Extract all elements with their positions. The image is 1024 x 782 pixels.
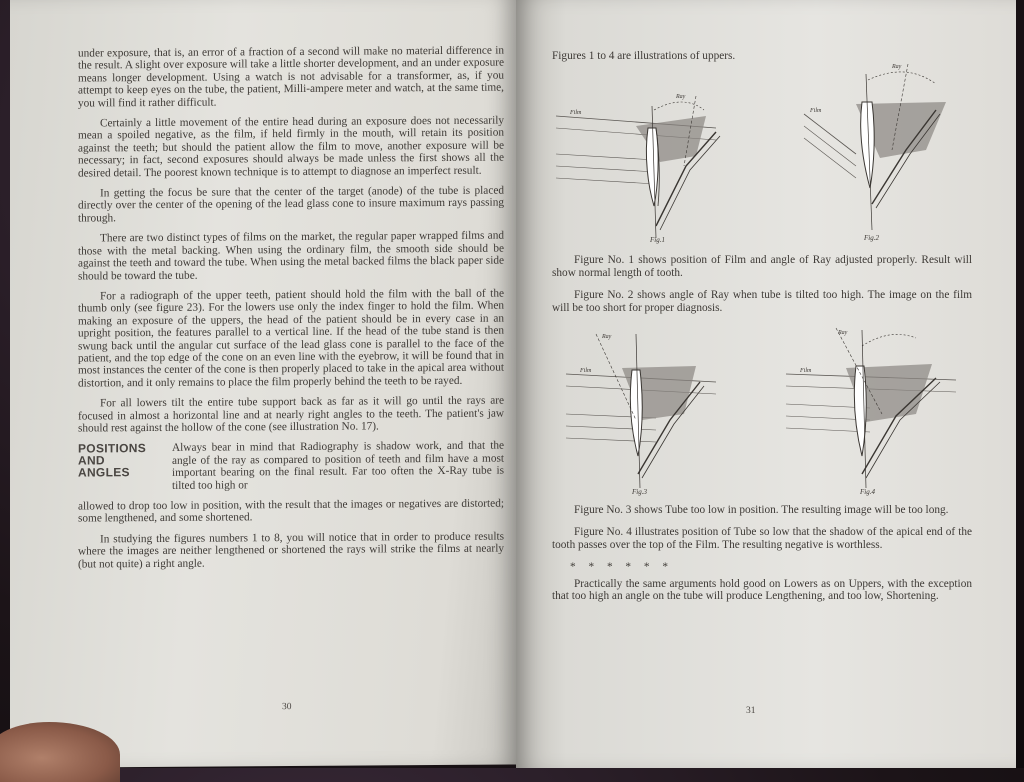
figure-3-label: Fig.3 <box>632 488 647 497</box>
section-heading <box>78 442 164 479</box>
caption-figure-4: Figure No. 4 illustrates position of Tube so low that the shadow of the apical end of the tooth passes over the top of the Film. The resulting negative is worthless. <box>552 526 972 551</box>
figure-3-film-tag: Film <box>580 368 592 375</box>
section-body-text: Always bear in mind that Radiography is shadow work, and that the angle of the ray as compared to position of teeth and film have a most important bearing on the final result. Far too often the X-Ray tube is tilted too high or <box>172 439 504 492</box>
figure-1-film-tag: Film <box>570 110 582 117</box>
figure-4-label: Fig.4 <box>860 488 875 497</box>
figure-1-diagram <box>556 66 746 244</box>
right-page <box>516 0 1016 768</box>
figure-1-label: Fig.1 <box>650 236 665 245</box>
figure-row-2 <box>552 324 972 496</box>
figure-2-film-tag: Film <box>810 108 822 115</box>
paragraph-1: under exposure, that is, an error of a fraction of a second will make no material difference in the result. A slight over exposure will take a little shorter development, and an under exposure means longer development. Using a watch is not advisable for a transformer, as, if you attempt to keep eyes on the tube, the patient, Milli-ampere meter and watch, at the same time, you will find it rather difficult. <box>78 44 504 110</box>
figure-4-ray-tag: Ray <box>838 330 848 337</box>
right-page-text <box>552 50 972 612</box>
paragraph-5: For a radiograph of the upper teeth, patient should hold the film with the ball of the thumb only (see figure 23). For the lowers use only the index finger to hold the film. When making an exposure of the uppers, the head of the patient should be in every case in an upright position, the features parallel to a vertical line. If the head of the tube stand is then swung back until the angular cut surface of the lead glass cone is parallel to the face of the patient, and the top edge of the cone on an even line with the eyebrow, it will be found that in most instances the center of the cone is then properly placed to take in the apical area without distortion, and it only remains to place the film properly behind the teeth to be rayed. <box>78 287 504 390</box>
page-number-left: 30 <box>282 702 292 713</box>
figure-row-1 <box>552 66 972 246</box>
figure-4-diagram <box>786 324 972 496</box>
section-heading-line-1: POSITIONS <box>78 441 147 456</box>
section-divider-stars: * * * * * * <box>570 561 674 574</box>
closing-paragraph-right: Practically the same arguments hold good on Lowers as on Uppers, with the exception that too high an angle on the tube will produce Lengthening, and too low, Shortening. <box>552 577 972 603</box>
figure-3-diagram <box>566 324 746 496</box>
figure-2-diagram <box>796 54 976 244</box>
paragraph-2: Certainly a little movement of the entire head during an exposure does not necessarily mean a spoiled negative, as the film, if held firmly in the mouth, will retain its position against the teeth; but should the patient allow the film to move, another exposure will be necessary; in fact, second exposures should always be made unless the first shows all the desired detail. The poorest known technique is to attempt to diagnose an imperfect result. <box>78 114 504 180</box>
section-heading-line-2: AND <box>78 453 105 468</box>
caption-figure-3: Figure No. 3 shows Tube too low in position. The resulting image will be too long. <box>574 504 949 517</box>
figure-1-ray-tag: Ray <box>676 94 686 101</box>
closing-paragraph: In studying the figures numbers 1 to 8, you will notice that in order to produce results where the images are neither lengthened or shortened the rays will strike the films at nearly (but not quite) a right angle. <box>78 530 504 571</box>
figure-2-label: Fig.2 <box>864 234 879 243</box>
left-page <box>10 0 516 768</box>
figure-3-ray-tag: Ray <box>602 334 612 341</box>
paragraph-4: There are two distinct types of films on the market, the regular paper wrapped films and those with the metal backing. When using the ordinary film, the smooth side should be against the teeth and toward the tube. When using the metal backed films the black paper side should be toward the tube. <box>78 229 504 283</box>
positions-and-angles-section <box>78 440 504 525</box>
left-page-text <box>78 45 504 579</box>
caption-figure-1: Figure No. 1 shows position of Film and angle of Ray adjusted properly. Result will show normal length of tooth. <box>552 254 972 279</box>
figure-4-film-tag: Film <box>800 368 812 375</box>
figure-2-ray-tag: Ray <box>892 64 902 71</box>
figures-intro: Figures 1 to 4 are illustrations of uppers. <box>552 50 736 62</box>
paragraph-6: For all lowers tilt the entire tube support back as far as it will go until the rays are focused in almost a horizontal line and at nearly right angles to the teeth. The patient's jaw should rest against the hollow of the cone (see illustration No. 17). <box>78 394 504 435</box>
paragraph-3: In getting the focus be sure that the center of the target (anode) of the tube is placed directly over the center of the opening of the lead glass cone to insure maximum rays passing through. <box>78 184 504 225</box>
section-heading-line-3: ANGLES <box>78 465 130 480</box>
section-body <box>172 440 504 492</box>
section-body-continued: allowed to drop too low in position, with the result that the images or negatives are distorted; some lengthened, and some shortened. <box>78 497 504 525</box>
caption-figure-2: Figure No. 2 shows angle of Ray when tube is tilted too high. The image on the film will be too short for proper diagnosis. <box>552 289 972 314</box>
page-number-right: 31 <box>746 706 756 716</box>
